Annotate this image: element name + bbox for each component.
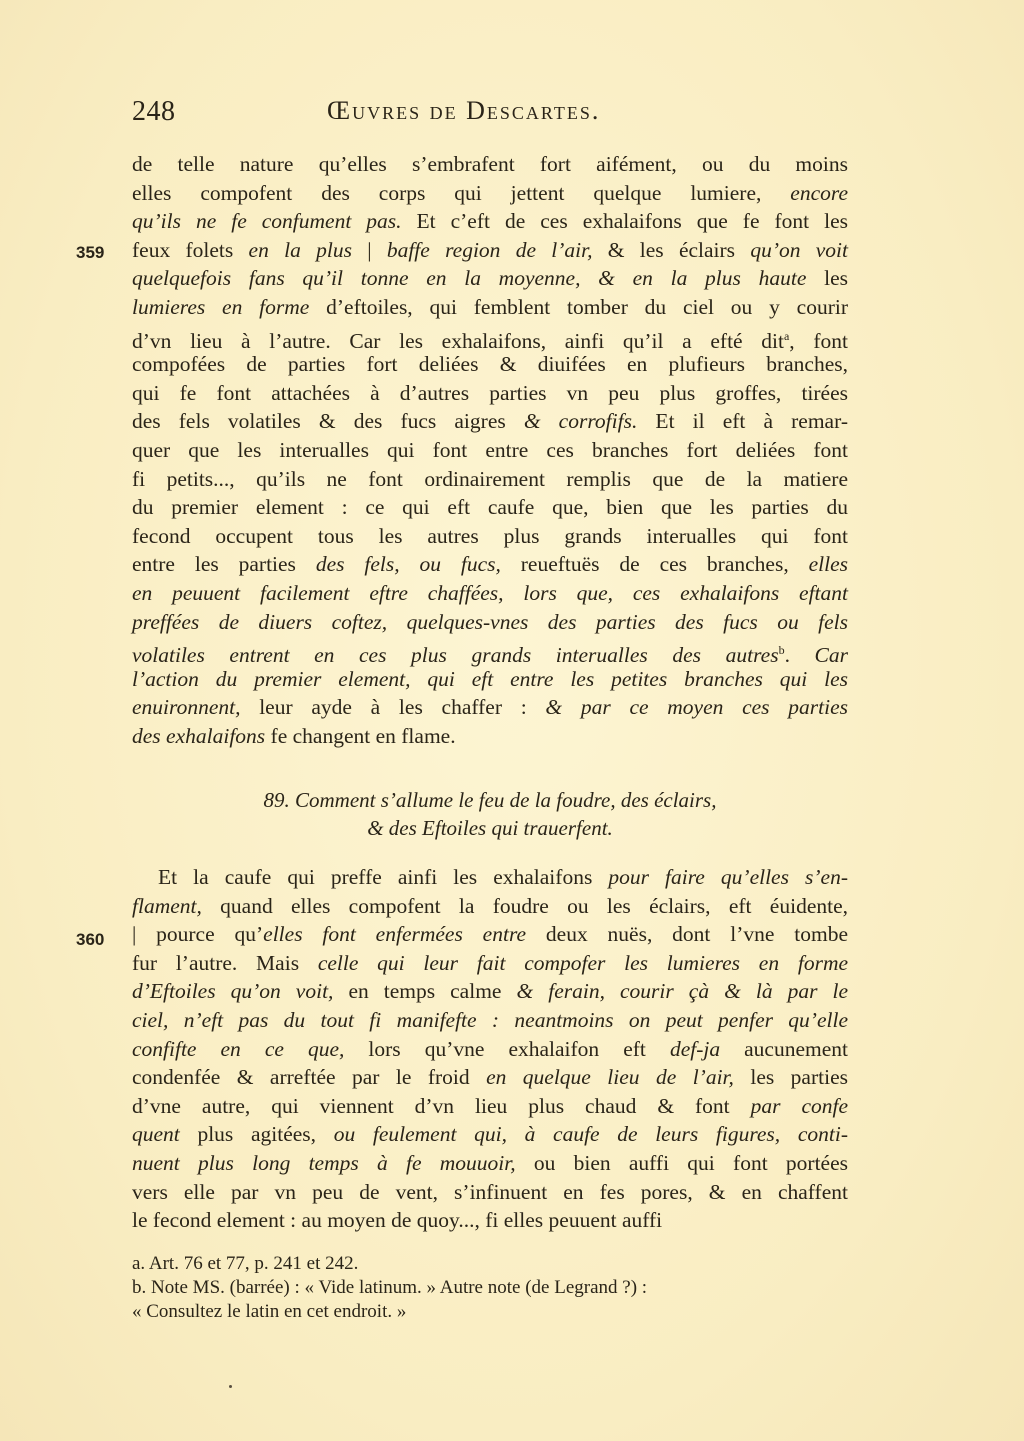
italic-text: elles font enfermées entre [263, 922, 527, 947]
italic-text: & corrofifs. [523, 409, 638, 434]
italic-text: ciel, n’eft pas du tout fi manifefte : neantmoins on peut penfer qu’elle [132, 1007, 848, 1032]
text-line: flament, quand elles compofent la foudre ou les éclairs, eft éuidente, [132, 893, 848, 918]
italic-text: celle qui leur fait compofer les lumieres en forme [317, 950, 849, 975]
margin-number-359: 359 [76, 243, 105, 262]
text-line: le fecond element : au moyen de quoy..., fi elles peuuent auffi [132, 1208, 663, 1233]
section-heading-line-2: & des Eftoiles qui trauerfent. [367, 816, 613, 840]
page-number: 248 [132, 96, 176, 127]
text-line: fi petits..., qu’ils ne font ordinairement remplis que de la matiere [132, 466, 848, 491]
text-line: qu’ils ne fe confument pas. Et c’eft de ces exhalaifons que fe font les [132, 209, 848, 234]
italic-text: quent [132, 1122, 180, 1147]
text-line: feux folets en la plus | baffe region de l’air, & les éclairs qu’on voit [132, 237, 849, 262]
italic-text: lumieres en forme [132, 294, 310, 319]
text-line [132, 1006, 848, 1035]
footnote-marker: b [778, 643, 785, 658]
italic-text: pour faire qu’elles s’en- [608, 865, 848, 889]
text-line: de telle nature qu’elles s’embrafent fort aifément, ou du moins [132, 152, 848, 176]
italic-text: confifte en ce que, [132, 1036, 345, 1061]
footnote-b-continued: « Consultez le latin en cet endroit. » [132, 1301, 407, 1322]
italic-text: en la plus [248, 237, 352, 262]
text-line: des fels volatiles & des fucs aigres & corrofifs. Et il eft à remar- [132, 409, 848, 434]
italic-text: elles [808, 552, 848, 577]
text-line: fecond occupent tous les autres plus grands interualles qui font [132, 523, 848, 548]
italic-text: nuent plus long temps à fe mouuoir, [132, 1150, 516, 1175]
italic-text: quelquefois fans qu’il tonne en la moyenne, & en la plus haute [132, 266, 807, 291]
italic-text: def-ja [669, 1036, 721, 1061]
text-line: quent plus agitées, ou feulement qui, à caufe de leurs figures, conti- [132, 1122, 848, 1147]
text-line: confifte en ce que, lors qu’vne exhalaifon eft def-ja aucunement [132, 1036, 848, 1061]
margin-number-360: 360 [76, 930, 105, 949]
running-title: Œuvres de Descartes. [327, 96, 601, 125]
footnote-a: a. Art. 76 et 77, p. 241 et 242. [132, 1253, 359, 1274]
text-line: enuironnent, leur ayde à les chaffer : & par ce moyen ces parties [132, 695, 848, 720]
text-line: quer que les interualles qui font entre ces branches fort deliées font [132, 437, 848, 462]
italic-text: preffées de diuers coftez, quelques-vnes des parties des fucs ou fels [132, 609, 848, 634]
text-line: condenfée & arreftée par le froid en quelque lieu de l’air, les parties [132, 1065, 848, 1090]
italic-text: enuironnent, [132, 695, 241, 720]
paper-speck [229, 1385, 232, 1388]
text-line: elles compofent des corps qui jettent quelque lumiere, encore [132, 180, 848, 205]
italic-text: qu’on voit [750, 237, 849, 262]
section-heading [132, 786, 848, 842]
text-line [132, 579, 848, 608]
italic-text: par confe [750, 1093, 848, 1118]
text-line: quelquefois fans qu’il tonne en la moyenne, & en la plus haute les [132, 266, 848, 291]
text-line: vers elle par vn peu de vent, s’infinuent en fes pores, & en chaffent [132, 1179, 848, 1204]
text-line: compofées de parties fort deliées & diuifées en plufieurs branches, [132, 352, 848, 377]
italic-text: l’action du premier element, qui eft entre les petites branches qui les [132, 666, 848, 691]
text-line: Et la caufe qui preffe ainfi les exhalaifons pour faire qu’elles s’en- [158, 865, 848, 889]
text-line: d’Eftoiles qu’on voit, en temps calme & ferain, courir çà & là par le [132, 979, 848, 1004]
italic-text: & ferain, courir çà & là par le [516, 979, 848, 1004]
italic-text: en quelque lieu de l’air, [486, 1065, 734, 1090]
text-line: | pource qu’elles font enfermées entre deux nuës, dont l’vne tombe [132, 922, 848, 947]
text-line [132, 608, 848, 637]
italic-text: qu’ils ne fe confument pas. [132, 209, 402, 234]
footnotes [132, 1252, 848, 1324]
italic-text: des exhalaifons [132, 723, 266, 748]
footnote-marker: a [783, 328, 790, 343]
text-line: d’vne autre, qui viennent d’vn lieu plus chaud & font par confe [132, 1093, 848, 1118]
italic-text: des fels, ou fucs, [315, 552, 501, 577]
text-line: d’vn lieu à l’autre. Car les exhalaifons, ainfi qu’il a efté dit$^a$, font [132, 328, 848, 353]
italic-text: encore [790, 180, 848, 205]
text-line: volatiles entrent en ces plus grands interualles des autres$^b$. Car [132, 643, 849, 668]
paragraph-2 [132, 863, 848, 1235]
italic-text: en peuuent facilement eftre chaffées, lors que, ces exhalaifons eftant [132, 580, 848, 605]
text-line: lumieres en forme d’eftoiles, qui femblent tomber du ciel ou y courir [132, 294, 848, 319]
italic-text: Car [814, 643, 849, 668]
text-line: qui fe font attachées à d’autres parties vn peu plus groffes, tirées [132, 380, 848, 405]
section-heading-line-1: 89. Comment s’allume le feu de la foudre, des éclairs, [263, 788, 717, 812]
text-line: fur l’autre. Mais celle qui leur fait compofer les lumieres en forme [132, 950, 849, 975]
text-line: des exhalaifons fe changent en flame. [132, 723, 456, 748]
text-line: entre les parties des fels, ou fucs, reueftuës de ces branches, elles [132, 552, 848, 577]
italic-text: d’Eftoiles qu’on voit, [132, 979, 334, 1004]
italic-text: ou feulement qui, à caufe de leurs figures, conti- [333, 1122, 848, 1147]
page-header [132, 96, 848, 136]
italic-text: & par ce moyen ces parties [545, 695, 848, 720]
paragraph-1 [132, 150, 848, 750]
text-line [132, 665, 848, 694]
footnote-b: b. Note MS. (barrée) : « Vide latinum. » Autre note (de Legrand ?) : [132, 1277, 648, 1298]
text-line: nuent plus long temps à fe mouuoir, ou bien auffi qui font portées [132, 1150, 848, 1175]
italic-text: flament, [132, 893, 202, 918]
italic-text: volatiles entrent en ces plus grands interualles des autres [132, 643, 779, 668]
text-line: du premier element : ce qui eft caufe que, bien que les parties du [132, 495, 848, 520]
italic-text: baffe region de l’air, [386, 237, 593, 262]
